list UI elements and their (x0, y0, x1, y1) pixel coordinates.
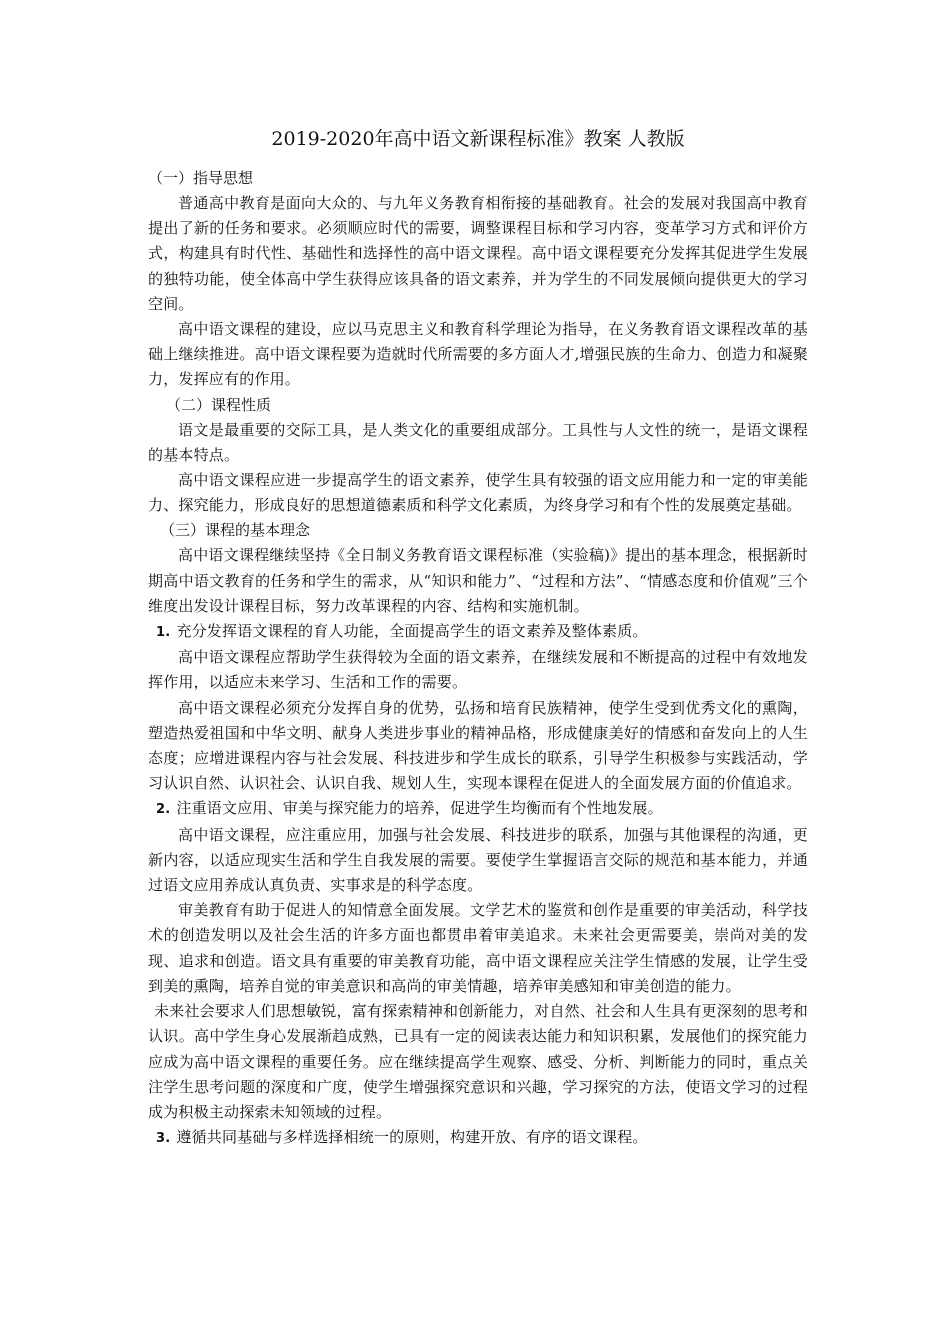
paragraph: 高中语文课程必须充分发挥自身的优势，弘扬和培育民族精神，使学生受到优秀文化的熏陶，塑造热爱祖国和中华文明、献身人类进步事业的精神品格，形成健康美好的情感和奋发向上的人生态度；应增进课程内容与社会发展、科技进步和学生成长的联系，引导学生积极参与实践活动，学习认识自然、认识社会、认识自我、规划人生，实现本课程在促进人的全面发展方面的价值追求。 (148, 698, 808, 793)
document-title: 2019-2020年高中语文新课程标准》教案 人教版 (271, 128, 685, 150)
item-text: 遵循共同基础与多样选择相统一的原则，构建开放、有序的语文课程。 (176, 1128, 648, 1147)
paragraph: 语文是最重要的交际工具，是人类文化的重要组成部分。工具性与人文性的统一，是语文课程的基本特点。 (148, 420, 808, 464)
section-basic-concepts (148, 518, 808, 1151)
section-heading: （二）课程性质 (166, 395, 272, 414)
paragraph: 普通高中教育是面向大众的、与九年义务教育相衔接的基础教育。社会的发展对我国高中教育提出了新的任务和要求。必须顺应时代的需要，调整课程目标和学习内容，变革学习方式和评价方式，构建具有时代性、基础性和选择性的高中语文课程。高中语文课程要充分发挥其促进学生发展的独特功能，使全体高中学生获得应该具备的语文素养，并为学生的不同发展倾向提供更大的学习空间。 (148, 194, 808, 313)
section-course-nature (148, 393, 808, 519)
item-number: 1. (156, 625, 171, 641)
item-text: 注重语文应用、审美与探究能力的培养，促进学生均衡而有个性地发展。 (176, 799, 663, 818)
paragraph: 高中语文课程应进一步提高学生的语文素养，使学生具有较强的语文应用能力和一定的审美能力、探究能力，形成良好的思想道德素质和科学文化素质，为终身学习和有个性的发展奠定基础。 (148, 471, 808, 515)
paragraph: 高中语文课程的建设，应以马克思主义和教育科学理论为指导，在义务教育语文课程改革的基础上继续推进。高中语文课程要为造就时代所需要的多方面人才,增强民族的生命力、创造力和凝聚力，发挥应有的作用。 (148, 320, 808, 389)
document-page (148, 126, 808, 1151)
paragraph: 审美教育有助于促进人的知情意全面发展。文学艺术的鉴赏和创作是重要的审美活动，科学技术的创造发明以及社会生活的许多方面也都贯串着审美追求。未来社会更需要美，崇尚对美的发现、追求和创造。语文具有重要的审美教育功能，高中语文课程应关注学生情感的发展，让学生受到美的熏陶，培养自觉的审美意识和高尚的审美情趣，培养审美感知和审美创造的能力。 (148, 901, 808, 995)
paragraph: 高中语文课程，应注重应用，加强与社会发展、科技进步的联系，加强与其他课程的沟通，更新内容，以适应现实生活和学生自我发展的需要。要使学生掌握语言交际的规范和基本能力，并通过语文应用养成认真负责、实事求是的科学态度。 (148, 825, 808, 895)
numbered-item (148, 619, 808, 645)
section-guiding-thought (148, 166, 808, 393)
item-text: 充分发挥语文课程的育人功能，全面提高学生的语文素养及整体素质。 (176, 622, 648, 641)
section-heading: （一）指导思想 (148, 169, 254, 187)
paragraph: 高中语文课程继续坚持《全日制义务教育语文课程标准（实验稿)》提出的基本理念，根据新时期高中语文教育的任务和学生的需求，从“知识和能力”、“过程和方法”、“情感态度和价值观”三个维度出发设计课程目标，努力改革课程的内容、结构和实施机制。 (148, 546, 808, 615)
paragraph: 未来社会要求人们思想敏锐，富有探索精神和创新能力，对自然、社会和人生具有更深刻的思考和认识。高中学生身心发展渐趋成熟，已具有一定的阅读表达能力和知识积累，发展他们的探究能力应成为高中语文课程的重要任务。应在继续提高学生观察、感受、分析、判断能力的同时，重点关注学生思考问题的深度和广度，使学生增强探究意识和兴趣，学习探究的方法，使语文学习的过程成为积极主动探索未知领域的过程。 (148, 1002, 808, 1121)
paragraph: 高中语文课程应帮助学生获得较为全面的语文素养，在继续发展和不断提高的过程中有效地发挥作用，以适应未来学习、生活和工作的需要。 (148, 648, 808, 692)
item-number: 2. (156, 802, 171, 818)
item-number: 3. (156, 1131, 171, 1147)
numbered-item (148, 796, 808, 822)
section-heading: （三）课程的基本理念 (160, 521, 311, 540)
numbered-item (148, 1125, 808, 1151)
